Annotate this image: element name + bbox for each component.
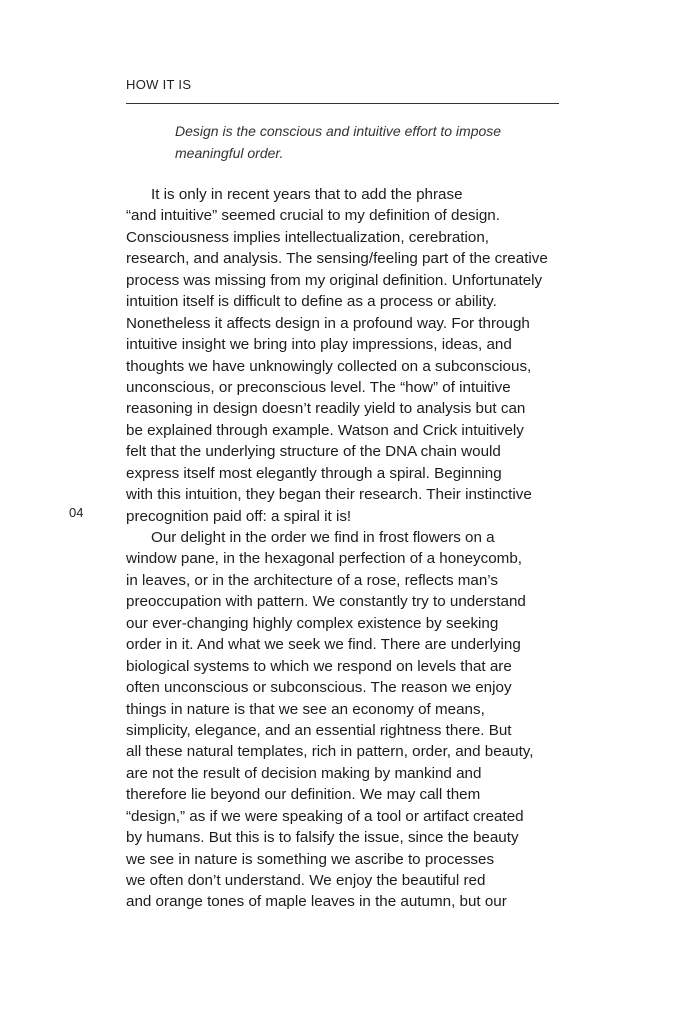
body-line: precognition paid off: a spiral it is! [126, 507, 352, 525]
epigraph-line: meaningful order. [175, 144, 284, 161]
body-line: often unconscious or subconscious. The reason we enjoy [126, 679, 512, 697]
body-line: all these natural templates, rich in pattern, order, and beauty, [126, 743, 534, 761]
body-line: intuition itself is difficult to define as a process or ability. [126, 293, 497, 311]
body-line: with this intuition, they began their research. Their instinctive [126, 486, 532, 504]
header-rule [126, 103, 559, 104]
body-text [126, 184, 566, 913]
body-line: are not the result of decision making by mankind and [126, 764, 482, 782]
body-line: our ever-changing highly complex existence by seeking [126, 614, 499, 632]
body-line: biological systems to which we respond on levels that are [126, 657, 512, 675]
body-line: be explained through example. Watson and Crick intuitively [126, 421, 524, 439]
body-line: things in nature is that we see an economy of means, [126, 700, 485, 718]
body-line: and orange tones of maple leaves in the autumn, but our [126, 893, 507, 911]
body-line: order in it. And what we seek we find. There are underlying [126, 636, 521, 654]
body-line: we often don’t understand. We enjoy the beautiful red [126, 872, 486, 889]
body-line: window pane, in the hexagonal perfection of a honeycomb, [126, 550, 522, 568]
body-line: reasoning in design doesn’t readily yield to analysis but can [126, 400, 526, 418]
running-head: HOW IT IS [126, 77, 192, 92]
page-number: 04 [69, 505, 84, 520]
body-line: process was missing from my original definition. Unfortunately [126, 271, 543, 289]
body-line: preoccupation with pattern. We constantly try to understand [126, 593, 526, 611]
body-line: “design,” as if we were speaking of a tool or artifact created [126, 807, 524, 825]
body-line: felt that the underlying structure of the DNA chain would [126, 443, 501, 461]
body-line: thoughts we have unknowingly collected on a subconscious, [126, 357, 532, 375]
body-line: we see in nature is something we ascribe to processes [126, 850, 495, 868]
body-line: therefore lie beyond our definition. We may call them [126, 786, 481, 804]
epigraph-line: Design is the conscious and intuitive effort to impose [175, 123, 502, 139]
body-line: unconscious, or preconscious level. The “how” of intuitive [126, 378, 511, 396]
body-line: by humans. But this is to falsify the issue, since the beauty [126, 829, 519, 847]
body-line: intuitive insight we bring into play impressions, ideas, and [126, 336, 512, 354]
body-line: Consciousness implies intellectualization, cerebration, [126, 228, 489, 246]
body-line: It is only in recent years that to add the phrase [151, 186, 463, 203]
body-line: Nonetheless it affects design in a profound way. For through [126, 314, 530, 332]
body-line: “and intuitive” seemed crucial to my definition of design. [126, 207, 500, 225]
body-line: Our delight in the order we find in frost flowers on a [151, 529, 495, 546]
body-line: simplicity, elegance, and an essential rightness there. But [126, 721, 512, 739]
body-line: research, and analysis. The sensing/feeling part of the creative [126, 250, 548, 268]
epigraph-quote [175, 121, 535, 164]
body-line: in leaves, or in the architecture of a rose, reflects man’s [126, 571, 498, 589]
body-line: express itself most elegantly through a spiral. Beginning [126, 464, 502, 482]
